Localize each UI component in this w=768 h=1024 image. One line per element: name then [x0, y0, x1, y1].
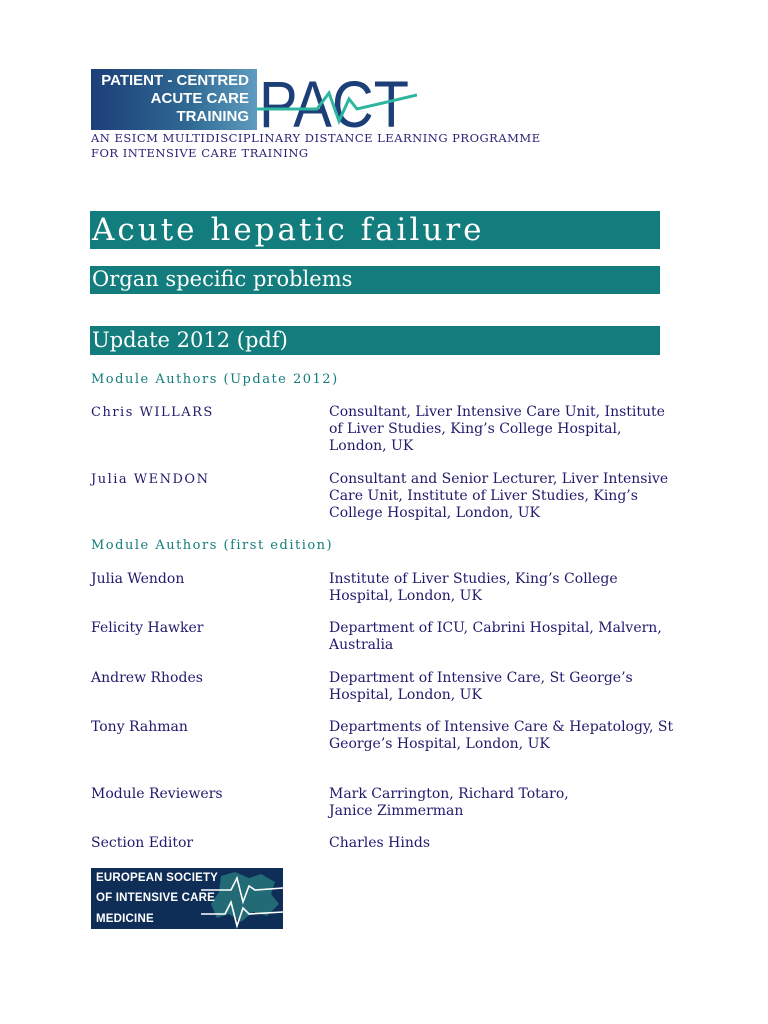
author-affiliation: Consultant, Liver Intensive Care Unit, Institute of Liver Studies, King’s College Hospital, London, UK: [329, 404, 665, 454]
author-affiliation: Department of ICU, Cabrini Hospital, Malvern, Australia: [329, 620, 662, 653]
esicm-logo: [91, 868, 283, 929]
page-title: Acute hepatic failure: [90, 211, 660, 249]
section-editor-label: Section Editor: [91, 835, 194, 851]
author-name: Felicity Hawker: [91, 620, 204, 636]
authors-update-heading: Module Authors (Update 2012): [91, 372, 339, 387]
pact-mark-graphic: [257, 69, 417, 130]
pact-logo-text-box: [91, 69, 257, 130]
logo-line: PATIENT - CENTRED: [101, 72, 249, 89]
esicm-logo-line: EUROPEAN SOCIETY: [96, 872, 219, 884]
logo-line: ACUTE CARE: [150, 90, 249, 107]
author-name: Julia Wendon: [91, 571, 185, 587]
author-name: Chris WILLARS: [91, 405, 214, 420]
esicm-logo-line: OF INTENSIVE CARE: [96, 892, 216, 904]
programme-line-1: AN ESICM MULTIDISCIPLINARY DISTANCE LEARNING PROGRAMME: [91, 131, 541, 145]
programme-line-2: FOR INTENSIVE CARE TRAINING: [91, 146, 309, 160]
section-editor-value: Charles Hinds: [329, 835, 431, 851]
authors-first-heading: Module Authors (first edition): [91, 538, 334, 553]
author-name: Andrew Rhodes: [91, 670, 203, 686]
update-banner: Update 2012 (pdf): [90, 326, 660, 355]
author-name: Julia WENDON: [91, 472, 210, 487]
logo-line: TRAINING: [176, 108, 249, 125]
author-affiliation: Department of Intensive Care, St George’s Hospital, London, UK: [329, 670, 633, 703]
programme-description: [91, 131, 591, 161]
esicm-logo-line: MEDICINE: [96, 913, 154, 925]
author-name: Tony Rahman: [91, 719, 188, 735]
author-affiliation: Institute of Liver Studies, King’s College Hospital, London, UK: [329, 571, 618, 604]
pact-mark-text: PACT: [259, 69, 409, 130]
reviewers-value: Mark Carrington, Richard Totaro, Janice Zimmerman: [329, 786, 569, 819]
author-affiliation: Consultant and Senior Lecturer, Liver Intensive Care Unit, Institute of Liver Studies, King’s College Hospital, London, UK: [329, 471, 669, 521]
author-affiliation: Departments of Intensive Care & Hepatology, St George’s Hospital, London, UK: [329, 719, 674, 752]
pact-logo: [91, 69, 417, 130]
reviewers-label: Module Reviewers: [91, 786, 223, 802]
page-subtitle: Organ specific problems: [90, 266, 660, 294]
